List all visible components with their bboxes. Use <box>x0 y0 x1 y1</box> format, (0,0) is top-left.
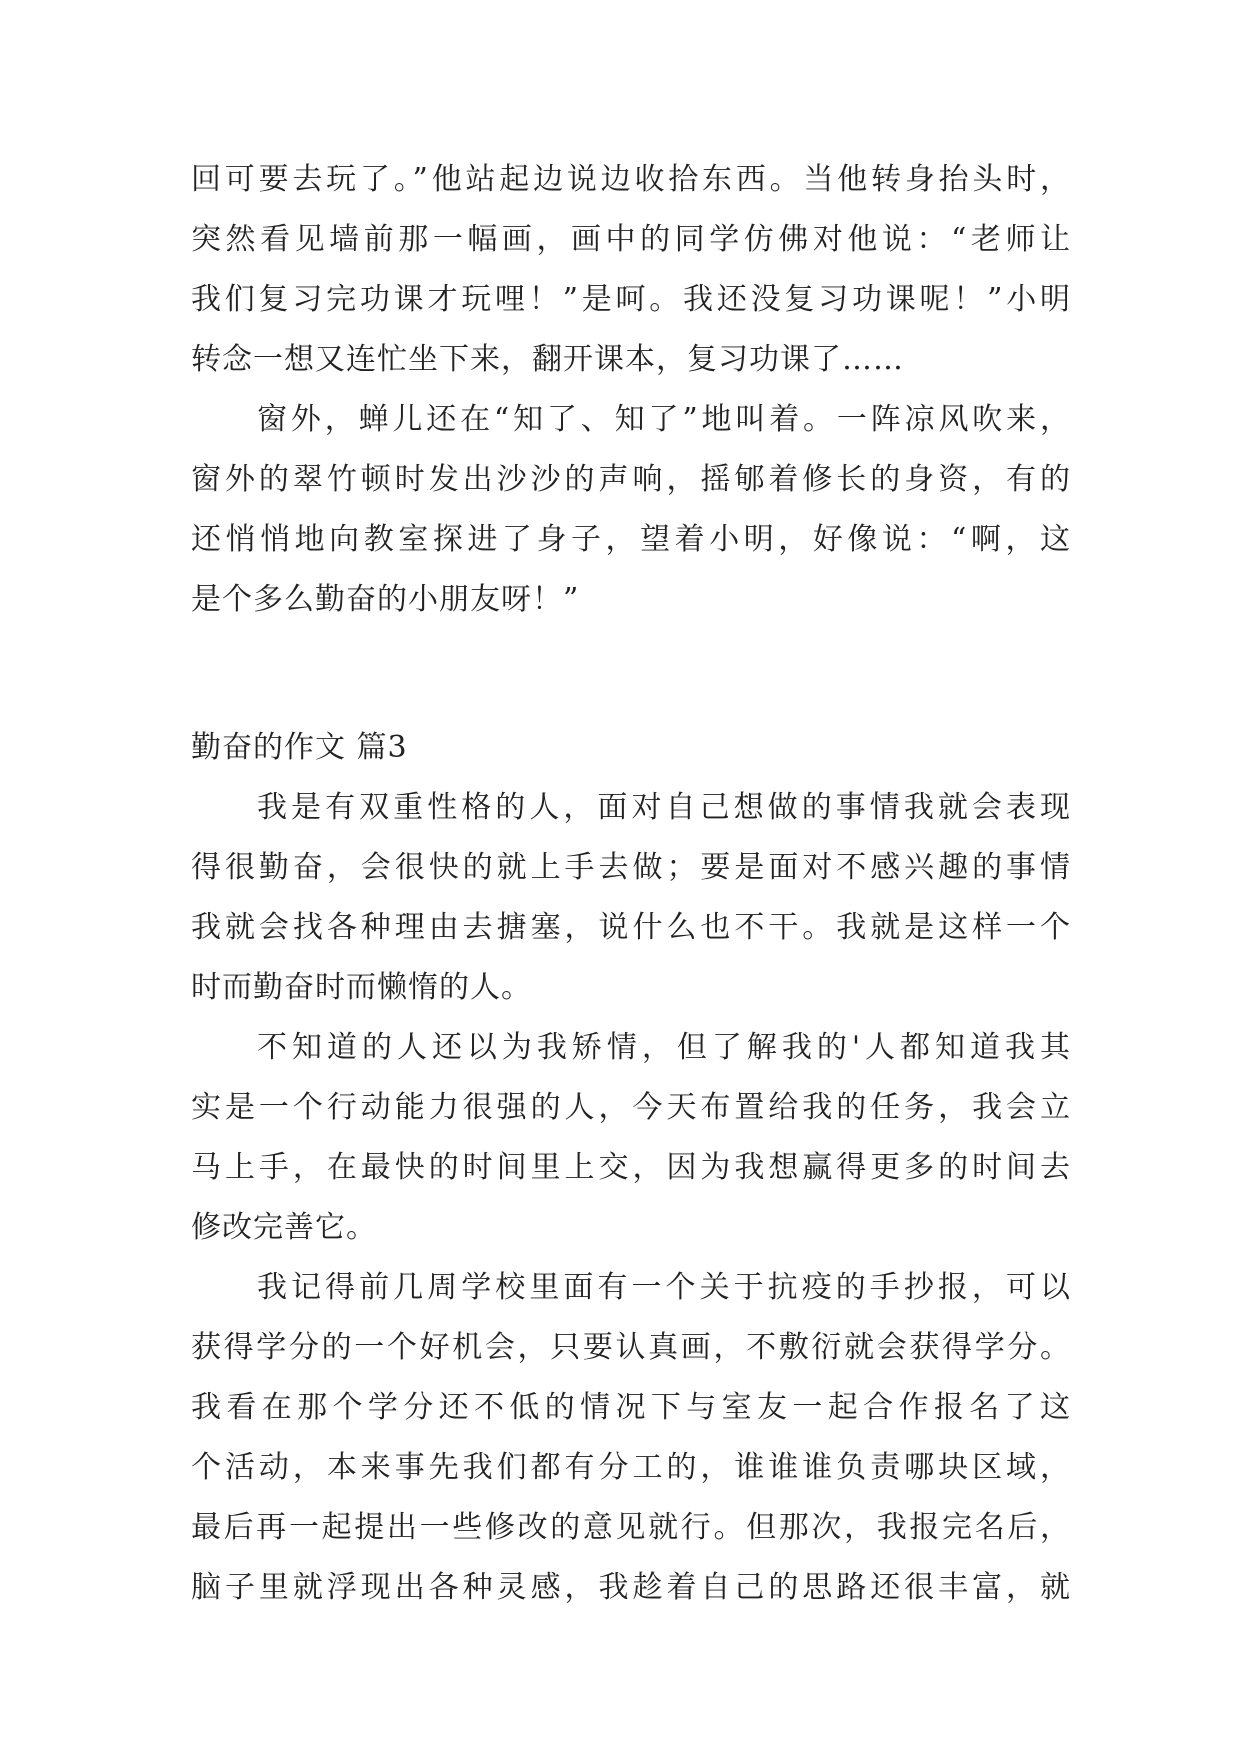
text-line: 获得学分的一个好机会，只要认真画，不敷衍就会获得学分。 <box>191 1330 1071 1365</box>
text-line: 我是有双重性格的人，面对自己想做的事情我就会表现 <box>257 790 1071 825</box>
text-line: 我看在那个学分还不低的情况下与室友一起合作报名了这 <box>191 1390 1071 1425</box>
paragraph-action-ability <box>191 1018 1071 1258</box>
text-line: 个活动，本来事先我们都有分工的，谁谁谁负责哪块区域， <box>191 1450 1071 1485</box>
text-line: 不知道的人还以为我矫情，但了解我的'人都知道我其 <box>257 1030 1071 1065</box>
text-line: 还悄悄地向教室探进了身子，望着小明，好像说：“啊，这 <box>191 522 1071 557</box>
text-line: 窗外，蝉儿还在“知了、知了”地叫着。一阵凉风吹来， <box>257 402 1071 437</box>
text-line: 修改完善它。 <box>191 1210 377 1245</box>
section-gap <box>191 630 1071 718</box>
text-line: 转念一想又连忙坐下来，翻开课本，复习功课了…… <box>191 342 904 377</box>
paragraph-continuation <box>191 150 1071 390</box>
text-line: 我就会找各种理由去搪塞，说什么也不干。我就是这样一个 <box>191 910 1071 945</box>
text-line: 实是一个行动能力很强的人，今天布置给我的任务，我会立 <box>191 1090 1071 1125</box>
section-heading: 勤奋的作文 篇3 <box>191 730 408 765</box>
text-line: 时而勤奋时而懒惰的人。 <box>191 970 532 1005</box>
paragraph-window <box>191 390 1071 630</box>
text-line: 得很勤奋，会很快的就上手去做；要是面对不感兴趣的事情 <box>191 850 1071 885</box>
text-line: 我记得前几周学校里面有一个关于抗疫的手抄报，可以 <box>257 1270 1071 1305</box>
text-line: 是个多么勤奋的小朋友呀！” <box>191 582 580 617</box>
paragraph-dual-personality <box>191 778 1071 1018</box>
text-line: 马上手，在最快的时间里上交，因为我想赢得更多的时间去 <box>191 1150 1071 1185</box>
text-line: 脑子里就浮现出各种灵感，我趁着自己的思路还很丰富，就 <box>191 1570 1071 1605</box>
text-line: 突然看见墙前那一幅画，画中的同学仿佛对他说：“老师让 <box>191 222 1071 257</box>
text-line: 我们复习完功课才玩哩！”是呵。我还没复习功课呢！”小明 <box>191 282 1071 317</box>
text-line: 回可要去玩了。”他站起边说边收拾东西。当他转身抬头时， <box>191 162 1071 197</box>
document-body <box>191 150 1071 1618</box>
paragraph-poster-activity <box>191 1258 1071 1618</box>
text-line: 窗外的翠竹顿时发出沙沙的声响，摇郇着修长的身资，有的 <box>191 462 1071 497</box>
text-line: 最后再一起提出一些修改的意见就行。但那次，我报完名后， <box>191 1510 1071 1545</box>
